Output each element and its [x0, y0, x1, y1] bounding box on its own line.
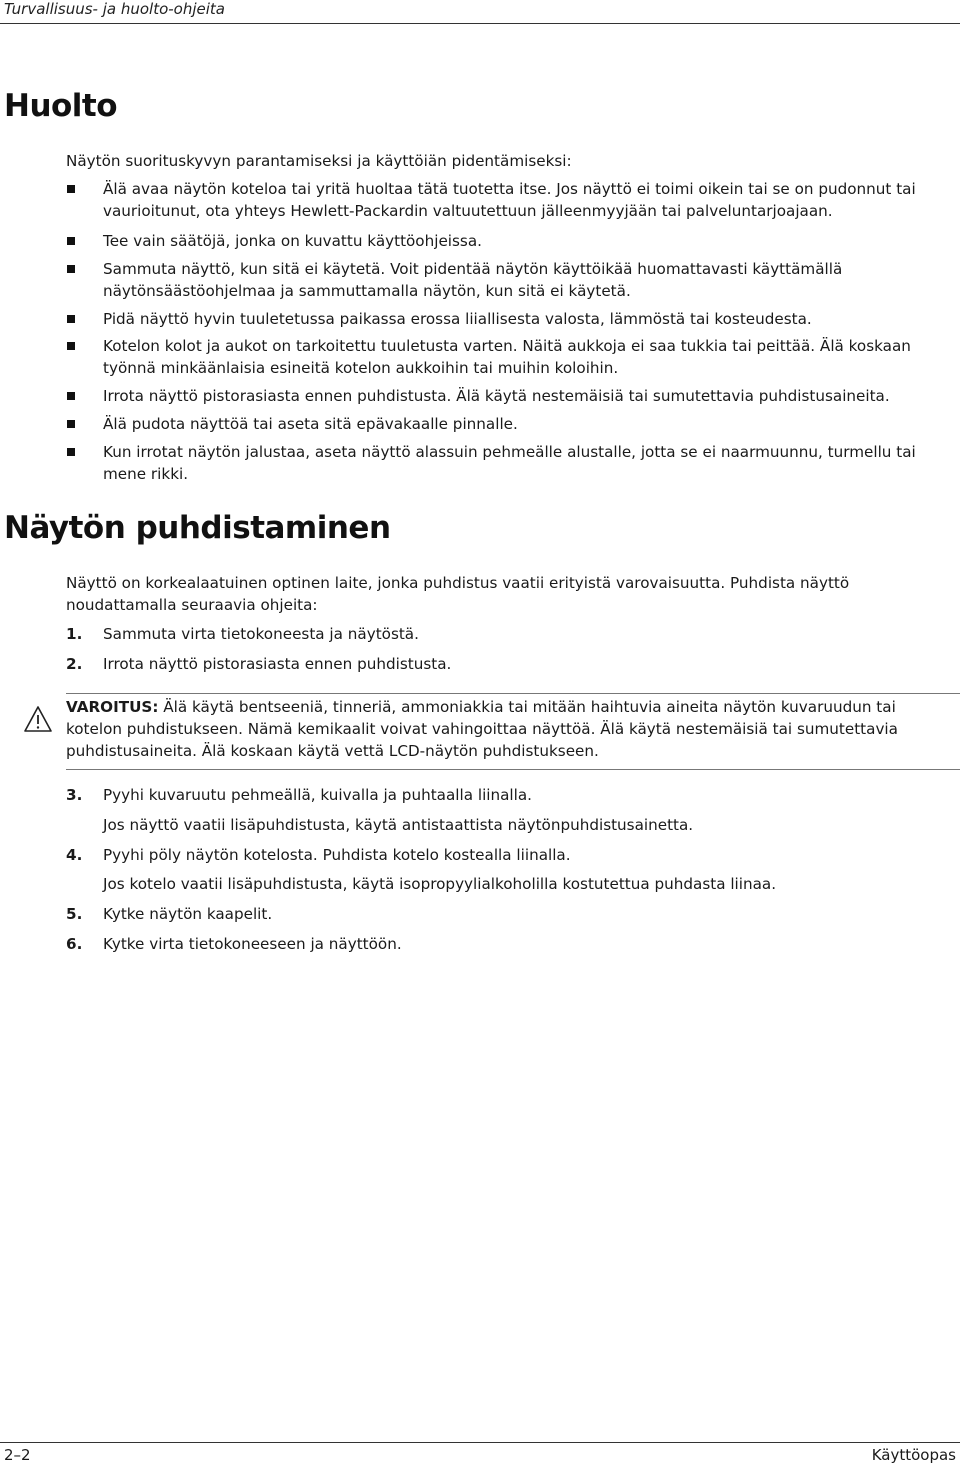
list-item [66, 308, 956, 330]
step-item [66, 933, 956, 955]
header-rule [0, 23, 960, 24]
list-item-text: Älä pudota näyttöä tai aseta sitä epävakaalle pinnalle. [103, 415, 518, 433]
list-item-text: Sammuta näyttö, kun sitä ei käytetä. Voit pidentää näytön käyttöikää huomattavasti käyttämällä näytönsäästöohjelmaa ja sammuttamalla näytön, kun sitä ei käytetä. [103, 260, 843, 300]
bullet-square-icon [67, 315, 75, 323]
warning-top-rule [66, 693, 960, 694]
list-item-text: Kotelon kolot ja aukot on tarkoitettu tuuletusta varten. Näitä aukkoja ei saa tukkia tai peittää. Älä koskaan työnnä minkäänlaisia esineitä kotelon aukkoihin tai muihin koloihin. [103, 337, 911, 377]
step-text: Pyyhi pöly näytön kotelosta. Puhdista kotelo kostealla liinalla. [103, 846, 571, 864]
step-number: 2. [66, 655, 83, 673]
step-number: 5. [66, 905, 83, 923]
warning-bottom-rule [66, 769, 960, 770]
warning-note [66, 696, 916, 762]
bullet-square-icon [67, 265, 75, 273]
section-intro: Näyttö on korkealaatuinen optinen laite, jonka puhdistus vaatii erityistä varovaisuutta. Puhdista näyttö noudattamalla seuraavia ohjeita: [66, 574, 850, 614]
bullet-square-icon [67, 237, 75, 245]
bullet-square-icon [67, 342, 75, 350]
step-item [66, 903, 956, 925]
section-title-huolto: Huolto [4, 88, 118, 124]
list-item [66, 335, 956, 379]
section-title-puhdistaminen: Näytön puhdistaminen [4, 510, 391, 546]
bullet-square-icon [67, 392, 75, 400]
list-item-text: Tee vain säätöjä, jonka on kuvattu käyttöohjeissa. [103, 232, 482, 250]
step-number: 1. [66, 625, 83, 643]
warning-triangle-icon [23, 705, 53, 733]
step-item [66, 623, 956, 645]
list-item-text: Irrota näyttö pistorasiasta ennen puhdistusta. Älä käytä nestemäisiä tai sumutettavia puhdistusaineita. [103, 387, 890, 405]
list-item [66, 178, 956, 222]
bullet-square-icon [67, 420, 75, 428]
section-intro: Näytön suorituskyvyn parantamiseksi ja käyttöiän pidentämiseksi: [66, 152, 572, 170]
bullet-square-icon [67, 448, 75, 456]
list-item-text: Kun irrotat näytön jalustaa, aseta näyttö alassuin pehmeälle alustalle, jotta se ei naarmuunnu, turmellu tai mene rikki. [103, 443, 916, 483]
list-item-text: Älä avaa näytön koteloa tai yritä huoltaa tätä tuotetta itse. Jos näyttö ei toimi oikein tai se on pudonnut tai vaurioitunut, ota yhteys Hewlett-Packardin valtuutettuun jälleenmyyjään tai palveluntarjoajaan. [103, 180, 916, 220]
step-note: Jos näyttö vaatii lisäpuhdistusta, käytä antistaattista näytönpuhdistusainetta. [103, 816, 694, 834]
list-item [66, 385, 956, 407]
step-number: 6. [66, 935, 83, 953]
running-header: Turvallisuus- ja huolto-ohjeita [4, 0, 226, 18]
step-number: 3. [66, 786, 83, 804]
list-item-text: Pidä näyttö hyvin tuuletetussa paikassa erossa liiallisesta valosta, lämmöstä tai kosteudesta. [103, 310, 812, 328]
list-item [66, 441, 956, 485]
step-text: Irrota näyttö pistorasiasta ennen puhdistusta. [103, 655, 452, 673]
bullet-square-icon [67, 185, 75, 193]
step-text: Kytke virta tietokoneeseen ja näyttöön. [103, 935, 402, 953]
step-note: Jos kotelo vaatii lisäpuhdistusta, käytä isopropyylialkoholilla kostutettua puhdasta liinaa. [103, 875, 777, 893]
step-item [66, 844, 956, 866]
step-item [66, 784, 956, 806]
step-text: Kytke näytön kaapelit. [103, 905, 273, 923]
footer-doc-title: Käyttöopas [871, 1446, 956, 1464]
list-item [66, 413, 956, 435]
step-item [66, 653, 956, 675]
warning-text: Älä käytä bentseeniä, tinneriä, ammoniakkia tai mitään haihtuvia aineita näytön kuvaruudun tai kotelon puhdistukseen. Nämä kemikaalit voivat vahingoittaa näyttöä. Älä käytä nestemäisiä tai sumutettavia puhdistusaineita. Älä koskaan käytä vettä LCD-näytön puhdistukseen. [66, 698, 898, 760]
list-item [66, 258, 956, 302]
footer-rule [0, 1442, 960, 1443]
list-item [66, 230, 956, 252]
step-number: 4. [66, 846, 83, 864]
step-text: Sammuta virta tietokoneesta ja näytöstä. [103, 625, 419, 643]
page-number: 2–2 [4, 1446, 31, 1464]
warning-label: VAROITUS: [66, 698, 159, 716]
step-text: Pyyhi kuvaruutu pehmeällä, kuivalla ja puhtaalla liinalla. [103, 786, 533, 804]
